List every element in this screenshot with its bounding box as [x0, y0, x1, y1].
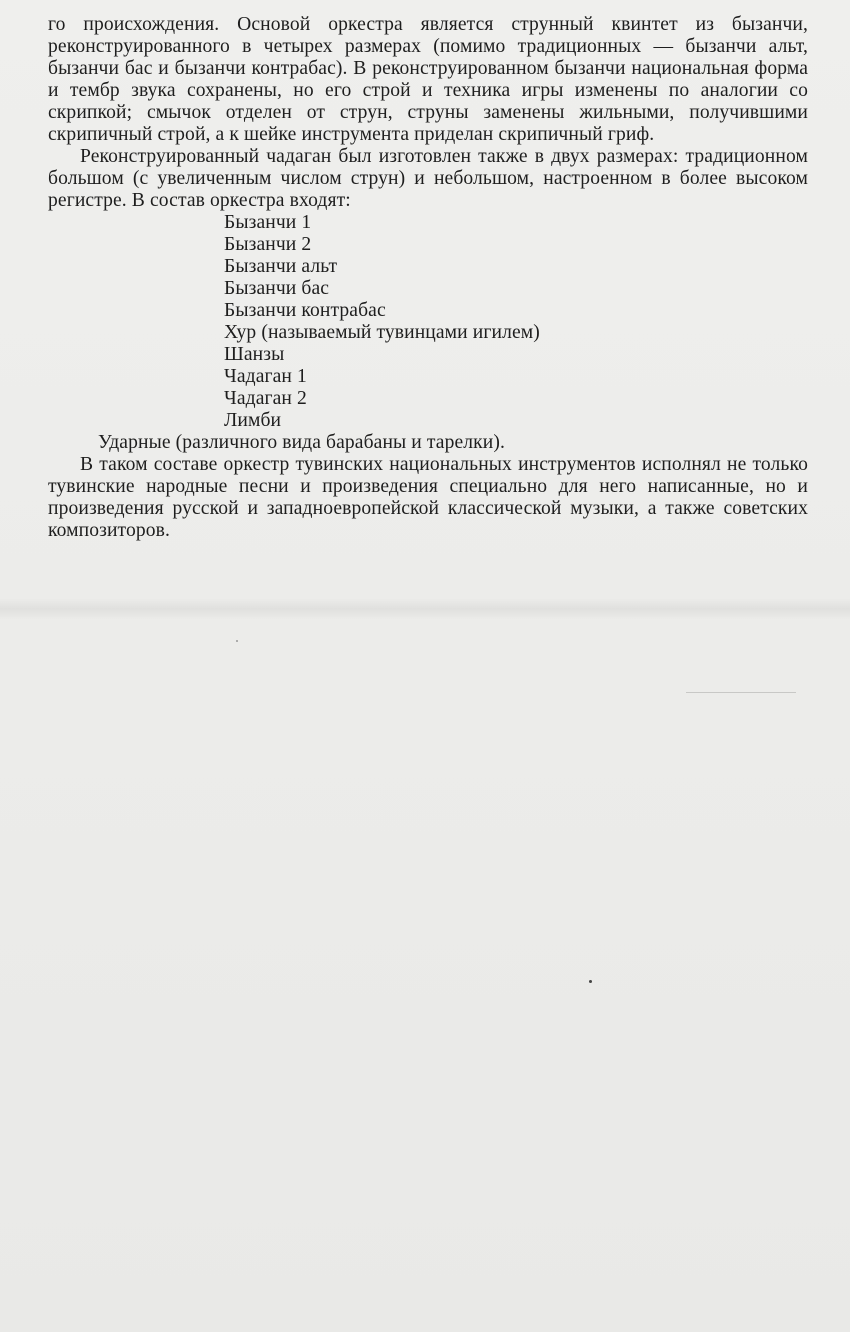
percussion-line: Ударные (различного вида барабаны и тарелки). — [98, 432, 505, 453]
paragraph-1: го происхождения. Основой оркестра является струнный квинтет из бызанчи, реконструированного в четырех размерах (помимо традиционных — бызанчи альт, бызанчи бас и бызанчи контрабас). В реконструированном бызанчи национальная форма и тембр звука сохранены, но его строй и техника игры изменены по аналогии со скрипкой; смычок отделен от струн, струны заменены жильными, получившими скрипичный строй, а к шейке инструмента приделан скрипичный гриф. — [48, 14, 808, 145]
scan-speck — [236, 640, 238, 642]
list-item: Чадаган 2 — [224, 388, 307, 409]
list-item: Лимби — [224, 410, 282, 431]
list-item: Бызанчи бас — [224, 278, 330, 299]
list-item: Бызанчи альт — [224, 256, 338, 277]
instrument-list — [48, 212, 808, 432]
scan-shadow-band — [0, 598, 850, 620]
closing-paragraph: В таком составе оркестр тувинских национальных инструментов исполнял не только тувинские народные песни и произведения специально для него написанные, но и произведения русской и западноевропейской классической музыки, а также советских композиторов. — [48, 454, 808, 541]
list-item: Шанзы — [224, 344, 285, 365]
bleed-through-rule — [686, 692, 796, 693]
list-item: Хур (называемый тувинцами игилем) — [224, 322, 540, 343]
list-item: Бызанчи контрабас — [224, 300, 386, 321]
list-item: Чадаган 1 — [224, 366, 307, 387]
paragraph-2: Реконструированный чадаган был изготовлен также в двух размерах: традиционном большом (с увеличенным числом струн) и небольшом, настроенном в более высоком регистре. В состав оркестра входят: — [48, 146, 808, 211]
list-item: Бызанчи 1 — [224, 212, 312, 233]
list-item: Бызанчи 2 — [224, 234, 312, 255]
scan-speck — [589, 980, 592, 983]
body-text — [48, 14, 808, 542]
